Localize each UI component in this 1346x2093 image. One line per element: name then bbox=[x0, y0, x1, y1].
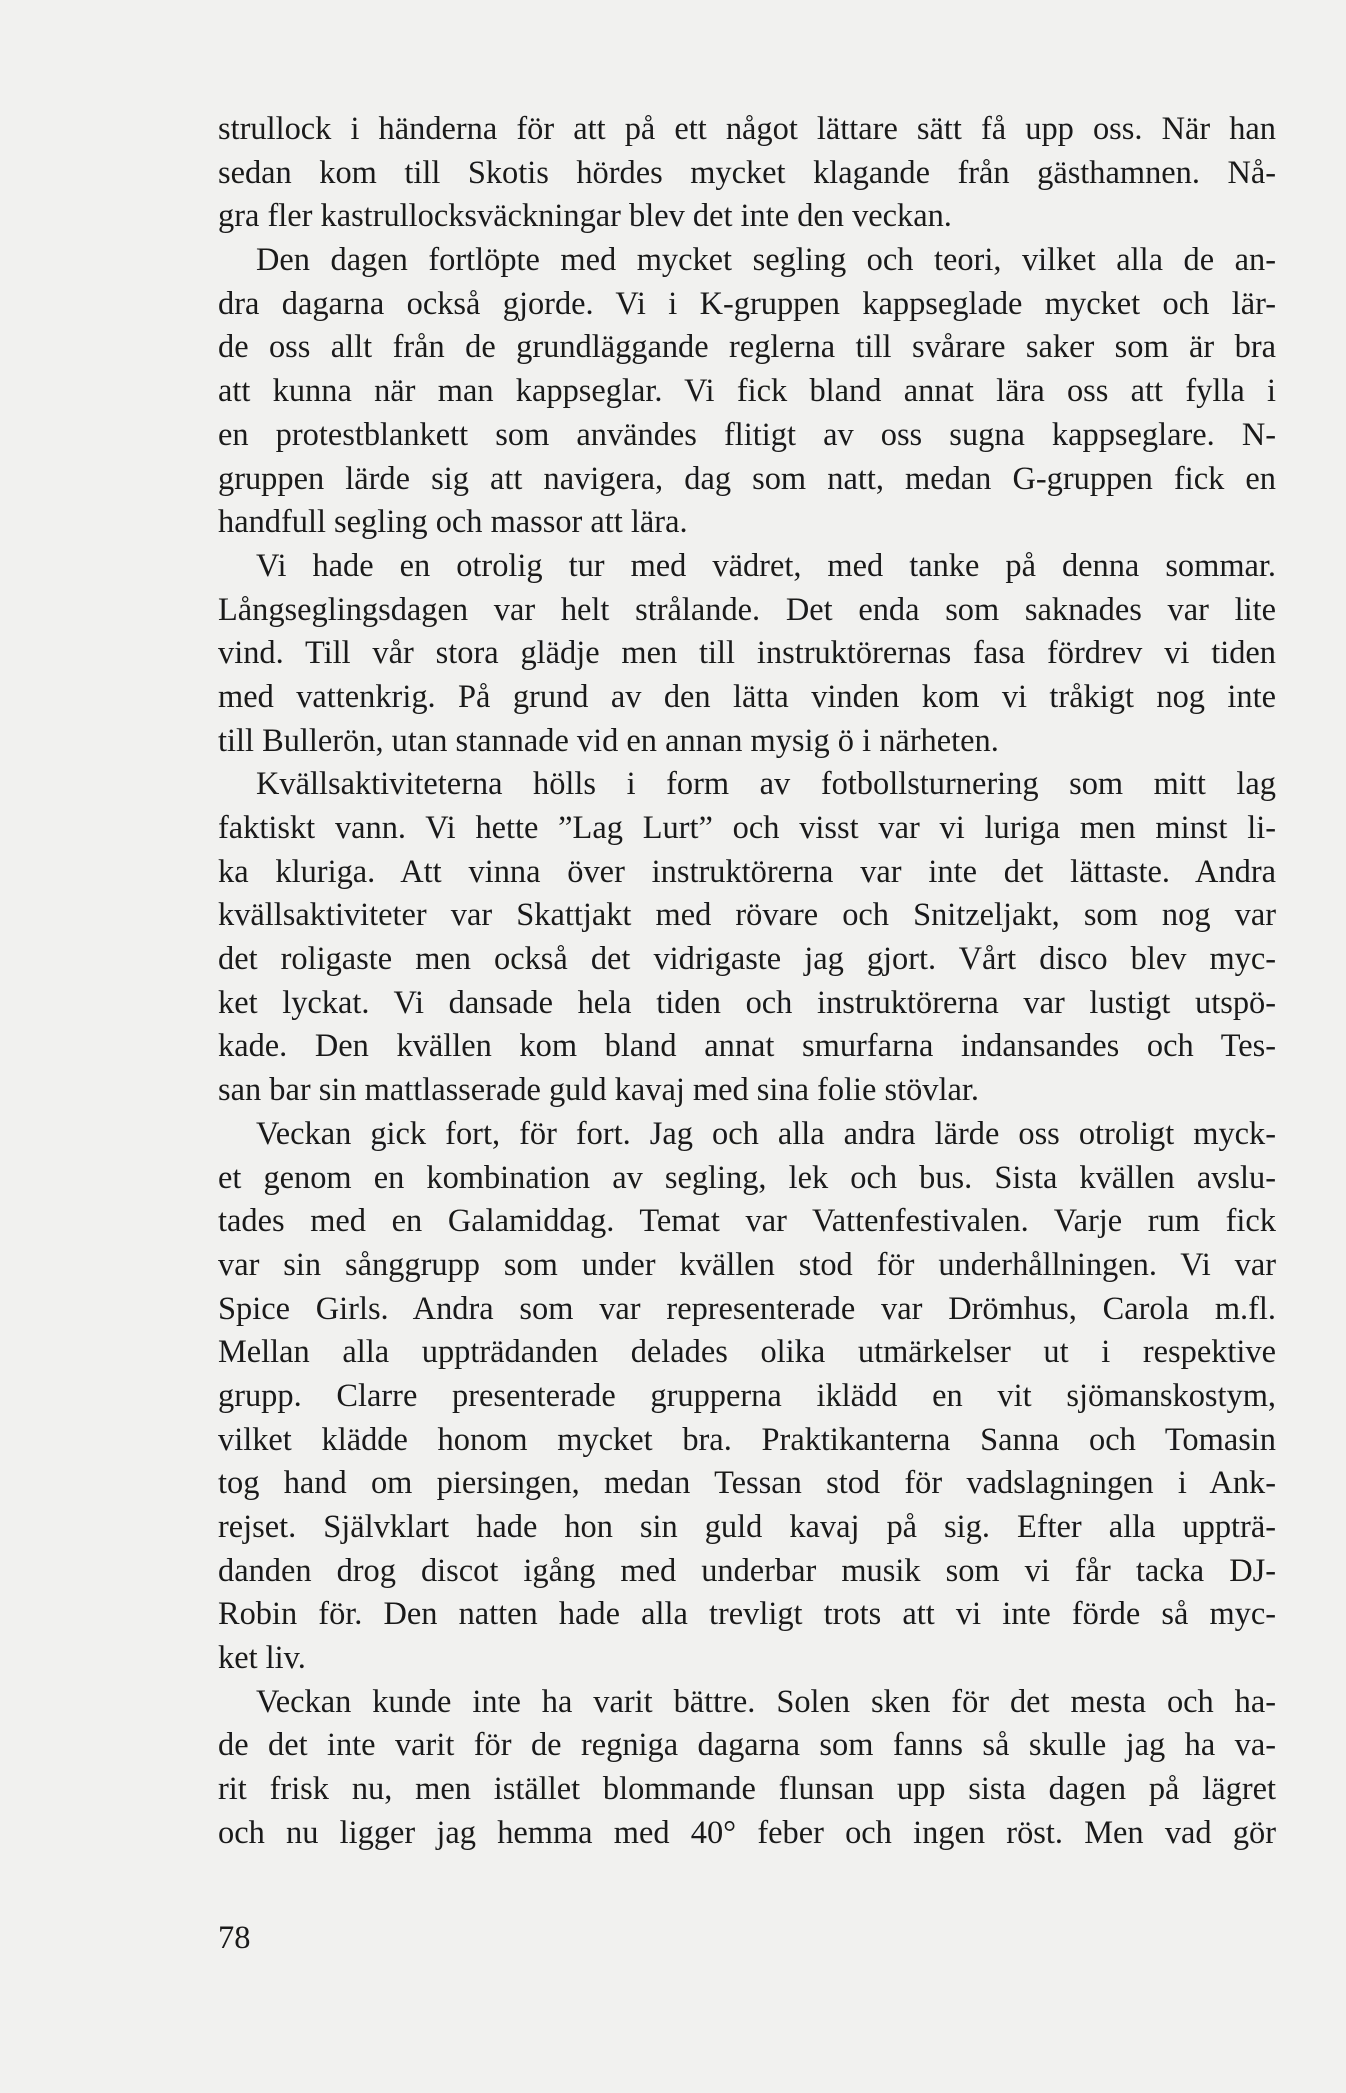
text-line: kade. Den kvällen kom bland annat smurfarna indansandes och Tes- bbox=[218, 1028, 1276, 1065]
text-line: grupp. Clarre presenterade grupperna iklädd en vit sjömanskostym, bbox=[218, 1377, 1276, 1414]
text-line: ket lyckat. Vi dansade hela tiden och instruktörerna var lustigt utspö- bbox=[218, 984, 1276, 1021]
text-line: et genom en kombination av segling, lek och bus. Sista kvällen avslu- bbox=[218, 1159, 1276, 1196]
text-line: ket liv. bbox=[218, 1640, 306, 1677]
text-line: danden drog discot igång med underbar musik som vi får tacka DJ- bbox=[218, 1552, 1276, 1589]
text-line: Spice Girls. Andra som var representerade var Drömhus, Carola m.fl. bbox=[218, 1290, 1276, 1327]
text-line: var sin sånggrupp som under kvällen stod för underhållningen. Vi var bbox=[218, 1246, 1276, 1283]
text-line: till Bullerön, utan stannade vid en annan mysig ö i närheten. bbox=[218, 722, 999, 759]
text-line: strullock i händerna för att på ett något lättare sätt få upp oss. När han bbox=[218, 111, 1276, 147]
text-line: vilket klädde honom mycket bra. Praktikanterna Sanna och Tomasin bbox=[218, 1421, 1276, 1458]
text-line: Vi hade en otrolig tur med vädret, med tanke på denna sommar. bbox=[256, 547, 1276, 584]
paragraph bbox=[218, 545, 1276, 763]
text-line: tades med en Galamiddag. Temat var Vattenfestivalen. Varje rum fick bbox=[218, 1203, 1276, 1240]
text-line: Veckan kunde inte ha varit bättre. Solen sken för det mesta och ha- bbox=[256, 1683, 1276, 1720]
text-line: vind. Till vår stora glädje men till instruktörernas fasa fördrev vi tiden bbox=[218, 635, 1276, 672]
text-line: och nu ligger jag hemma med 40° feber och ingen röst. Men vad gör bbox=[218, 1814, 1276, 1851]
paragraph bbox=[218, 1681, 1276, 1856]
text-line: tog hand om piersingen, medan Tessan stod för vadslagningen i Ank- bbox=[218, 1465, 1276, 1502]
text-line: Kvällsaktiviteterna hölls i form av fotbollsturnering som mitt lag bbox=[256, 766, 1276, 803]
text-line: det roligaste men också det vidrigaste jag gjort. Vårt disco blev myc- bbox=[218, 941, 1276, 978]
text-line: faktiskt vann. Vi hette ”Lag Lurt” och visst var vi luriga men minst li- bbox=[218, 810, 1276, 846]
text-line: en protestblankett som användes flitigt av oss sugna kappseglare. N- bbox=[218, 416, 1276, 453]
text-line: Långseglingsdagen var helt strålande. Det enda som saknades var lite bbox=[218, 591, 1276, 628]
text-line: de det inte varit för de regniga dagarna som fanns så skulle jag ha va- bbox=[218, 1727, 1276, 1764]
text-line: handfull segling och massor att lära. bbox=[218, 504, 688, 541]
text-line: att kunna när man kappseglar. Vi fick bland annat lära oss att fylla i bbox=[218, 373, 1276, 410]
text-line: Veckan gick fort, för fort. Jag och alla andra lärde oss otroligt myck- bbox=[256, 1115, 1276, 1152]
text-line: san bar sin mattlasserade guld kavaj med sina folie stövlar. bbox=[218, 1072, 979, 1109]
paragraph bbox=[218, 239, 1276, 545]
text-line: rit frisk nu, men istället blommande flunsan upp sista dagen på lägret bbox=[218, 1771, 1276, 1808]
text-line: kvällsaktiviteter var Skattjakt med rövare och Snitzeljakt, som nog var bbox=[218, 897, 1276, 934]
paragraph bbox=[218, 1113, 1276, 1681]
text-line: rejset. Självklart hade hon sin guld kavaj på sig. Efter alla uppträ- bbox=[218, 1509, 1276, 1545]
paragraph bbox=[218, 108, 1276, 239]
text-line: med vattenkrig. På grund av den lätta vinden kom vi tråkigt nog inte bbox=[218, 678, 1276, 715]
text-line: ka kluriga. Att vinna över instruktörerna var inte det lättaste. Andra bbox=[218, 853, 1276, 890]
text-line: de oss allt från de grundläggande reglerna till svårare saker som är bra bbox=[218, 329, 1276, 366]
text-line: Den dagen fortlöpte med mycket segling och teori, vilket alla de an- bbox=[256, 242, 1276, 279]
text-line: Robin för. Den natten hade alla trevligt trots att vi inte förde så myc- bbox=[218, 1596, 1276, 1633]
text-line: dra dagarna också gjorde. Vi i K-gruppen kappseglade mycket och lär- bbox=[218, 285, 1276, 322]
body-text bbox=[218, 108, 1276, 1856]
page-number: 78 bbox=[218, 1920, 251, 1956]
text-line: Mellan alla uppträdanden delades olika utmärkelser ut i respektive bbox=[218, 1334, 1276, 1371]
text-line: sedan kom till Skotis hördes mycket klagande från gästhamnen. Nå- bbox=[218, 154, 1276, 191]
text-line: gruppen lärde sig att navigera, dag som natt, medan G-gruppen fick en bbox=[218, 460, 1276, 497]
text-line: gra fler kastrullocksväckningar blev det inte den veckan. bbox=[218, 198, 952, 235]
paragraph bbox=[218, 763, 1276, 1113]
